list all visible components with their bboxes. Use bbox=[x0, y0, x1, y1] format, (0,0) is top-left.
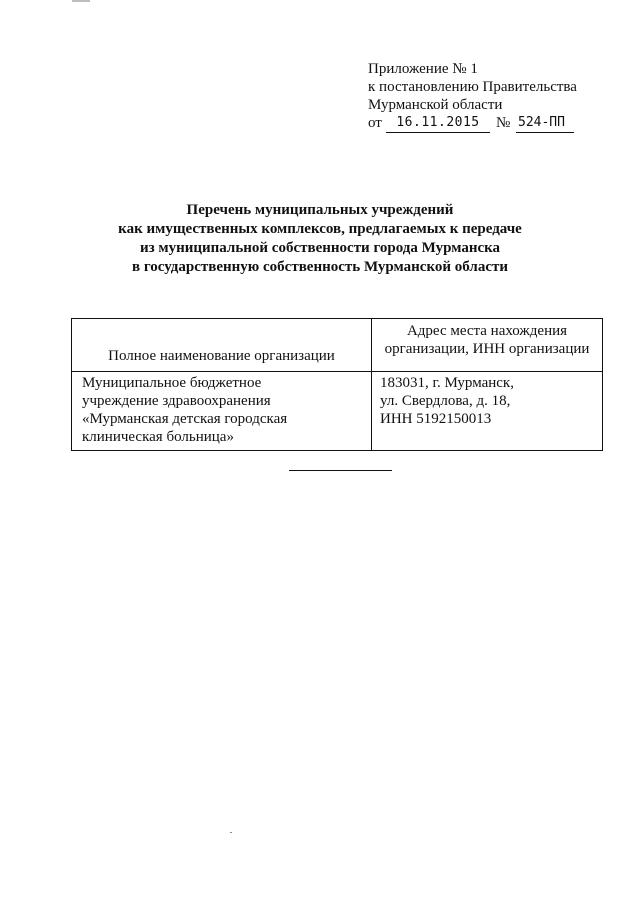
table-row bbox=[72, 372, 603, 451]
title-line-1: Перечень муниципальных учреждений bbox=[186, 202, 454, 218]
title-line-2: как имущественных комплексов, предлагаемых к передаче bbox=[118, 221, 522, 237]
address-line: ул. Свердлова, д. 18, bbox=[380, 393, 511, 409]
address-line: 183031, г. Мурманск, bbox=[380, 375, 514, 391]
title-line-4: в государственную собственность Мурманской области bbox=[132, 259, 508, 275]
header-full-name: Полное наименование организации bbox=[72, 319, 372, 372]
decree-date: 16.11.2015 bbox=[386, 114, 490, 133]
organization-name-line: Муниципальное бюджетное bbox=[82, 375, 262, 391]
separator-line bbox=[289, 470, 392, 471]
scan-artifact bbox=[72, 0, 90, 2]
organization-name-line: клиническая больница» bbox=[82, 429, 234, 445]
institutions-table bbox=[71, 318, 603, 451]
appendix-reference-line: к постановлению Правительства bbox=[368, 79, 577, 95]
appendix-number-line: Приложение № 1 bbox=[368, 61, 478, 77]
appendix-date-line bbox=[368, 114, 577, 134]
scan-speck bbox=[230, 832, 232, 833]
organization-name-line: «Мурманская детская городская bbox=[82, 411, 288, 427]
organization-name-line: учреждение здравоохранения bbox=[82, 393, 271, 409]
header-address-inn: Адрес места нахождения организации, ИНН организации bbox=[372, 319, 603, 372]
decree-number: 524-ПП bbox=[516, 114, 574, 133]
number-prefix: № bbox=[496, 115, 511, 131]
date-prefix: от bbox=[368, 115, 382, 131]
appendix-region-line: Мурманской области bbox=[368, 97, 503, 113]
appendix-block bbox=[368, 60, 577, 134]
document-title bbox=[80, 201, 560, 277]
inn-line: ИНН 5192150013 bbox=[380, 411, 492, 427]
organization-address-cell bbox=[372, 372, 603, 451]
table-header-row bbox=[72, 319, 603, 372]
organization-name-cell bbox=[72, 372, 372, 451]
title-line-3: из муниципальной собственности города Мурманска bbox=[139, 240, 501, 256]
